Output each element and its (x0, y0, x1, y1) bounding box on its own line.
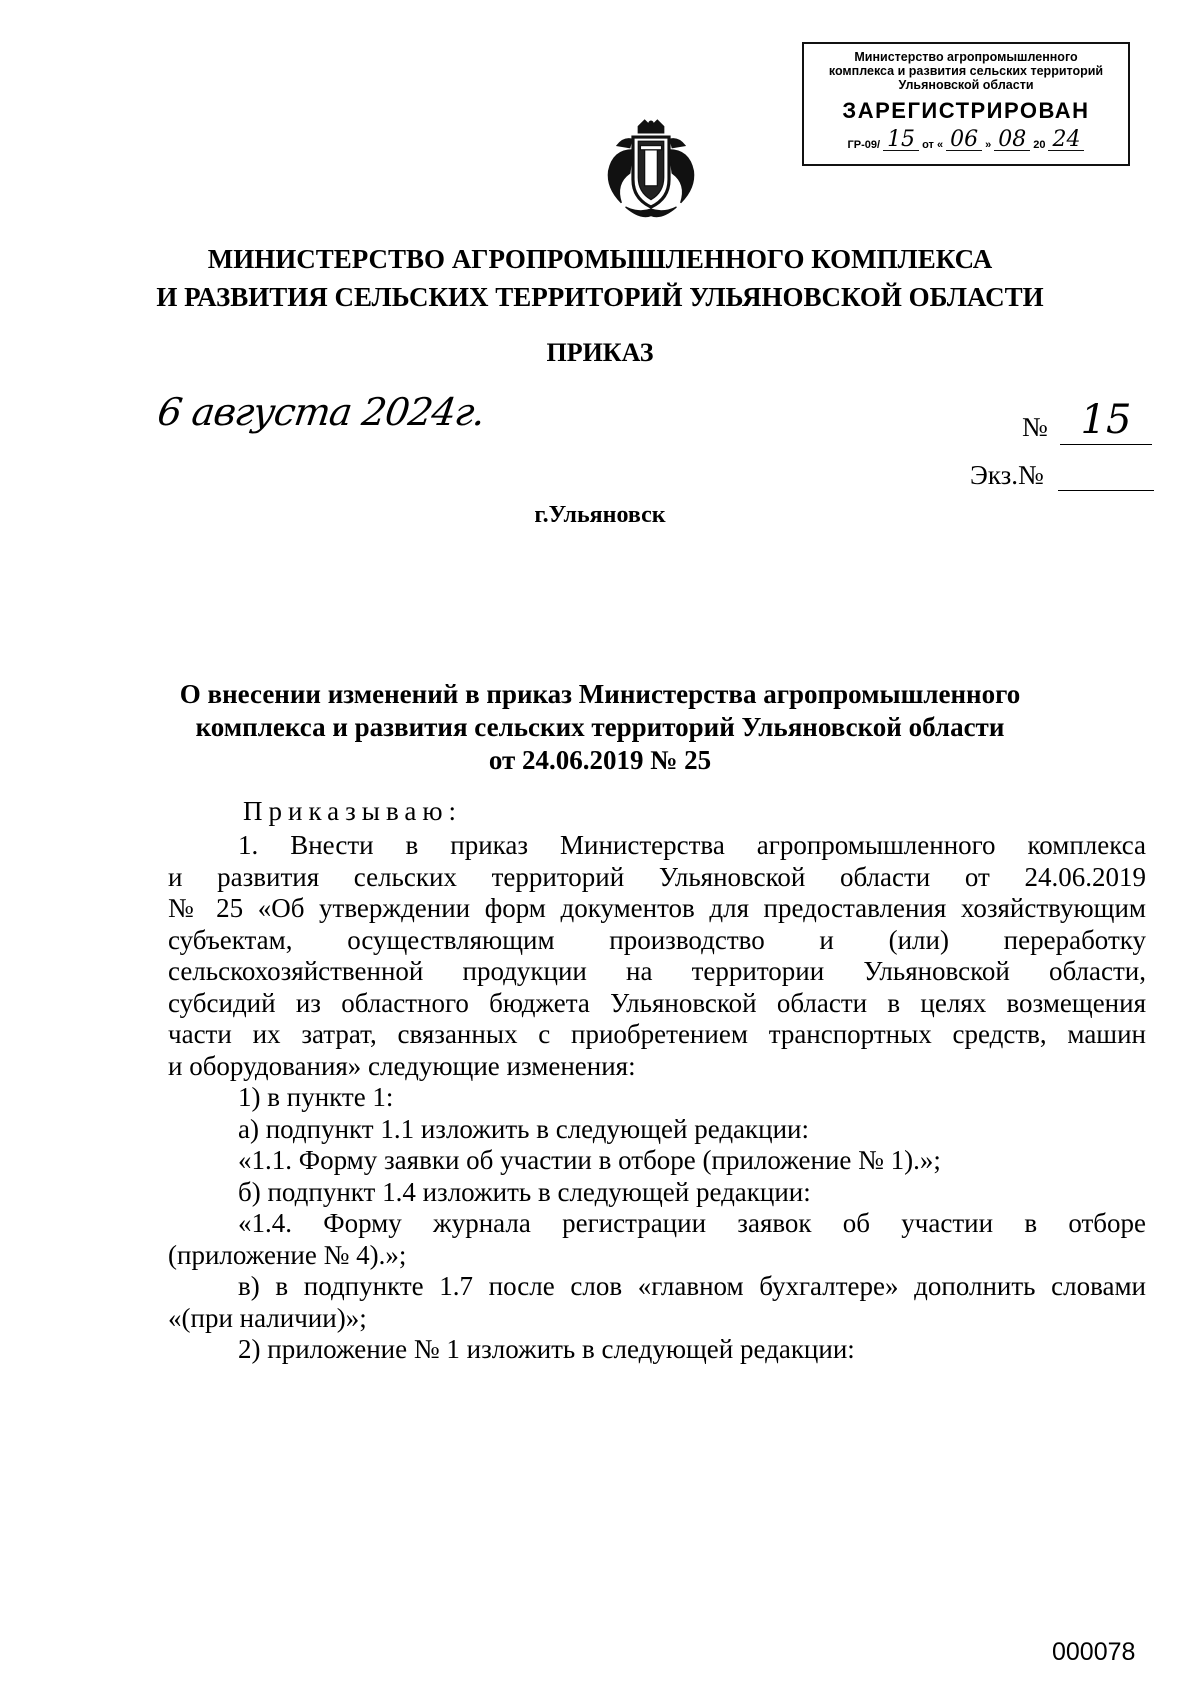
body-line: «1.1. Форму заявки об участии в отборе (приложение № 1).»; (238, 1145, 941, 1175)
registration-stamp (802, 42, 1130, 166)
body-line: и развития сельских территорий Ульяновской области от 24.06.2019 (168, 861, 1146, 892)
stamp-year: 24 (1048, 130, 1084, 151)
stamp-month: 08 (994, 130, 1030, 151)
stamp-registration-row: ГР-09/ 15 от « 06 » 08 20 24 (804, 130, 1128, 151)
copy-number-blank (1058, 490, 1154, 491)
stamp-ministry-line1: Министерство агропромышленного (854, 50, 1078, 64)
subject-line1: О внесении изменений в приказ Министерства агропромышленного (179, 679, 1021, 709)
body-line: а) подпункт 1.1 изложить в следующей редакции: (238, 1113, 810, 1144)
copy-number-label: Экз.№ (970, 460, 1044, 490)
stamp-ministry-line2: комплекса и развития сельских территорий (828, 64, 1104, 78)
body-line: в) в подпункте 1.7 после слов «главном бухгалтере» дополнить словами (238, 1271, 1146, 1301)
body-line: части их затрат, связанных с приобретением транспортных средств, машин (168, 1019, 1146, 1049)
ministry-title-line1: МИНИСТЕРСТВО АГРОПРОМЫШЛЕННОГО КОМПЛЕКСА (207, 244, 993, 274)
body-line: № 25 «Об утверждении форм документов для предоставления хозяйствующим (168, 893, 1146, 923)
stamp-reg-prefix: ГР-09/ (847, 139, 881, 151)
order-subject (160, 678, 1040, 777)
body-line: и оборудования» следующие изменения: (168, 1050, 636, 1081)
city: г.Ульяновск (534, 502, 666, 528)
body-line: б) подпункт 1.4 изложить в следующей редакции: (238, 1176, 811, 1207)
ministry-title (150, 240, 1050, 316)
stamp-day: 06 (946, 130, 982, 151)
order-word: Приказываю: (243, 796, 462, 826)
body-line: субъектам, осуществляющим производство и (или) переработку (168, 924, 1146, 955)
number-label: № (1022, 412, 1048, 442)
coat-of-arms-icon (598, 118, 704, 224)
page-number: 000078 (1052, 1638, 1136, 1666)
body-line: 1. Внести в приказ Министерства агропромышленного комплекса (238, 830, 1146, 860)
subject-line2: комплекса и развития сельских территорий Ульяновской области (195, 712, 1005, 742)
body-line: «(при наличии)»; (168, 1302, 367, 1333)
stamp-from-label: от « (922, 139, 944, 151)
subject-line3: от 24.06.2019 № 25 (488, 745, 712, 775)
body-line: (приложение № 4).»; (168, 1239, 407, 1270)
order-body (168, 830, 1146, 1366)
document-type: ПРИКАЗ (546, 338, 654, 367)
stamp-year-prefix: 20 (1033, 139, 1046, 151)
order-number: 15 (1060, 396, 1152, 445)
stamp-ministry-line3: Ульяновской области (898, 78, 1034, 92)
stamp-status: ЗАРЕГИСТРИРОВАН (842, 98, 1090, 123)
body-line: «1.4. Форму журнала регистрации заявок об участии в отборе (238, 1208, 1146, 1238)
body-line: сельскохозяйственной продукции на территории Ульяновской области, (168, 956, 1146, 986)
body-line: 1) в пункте 1: (238, 1082, 394, 1112)
ministry-title-line2: И РАЗВИТИЯ СЕЛЬСКИХ ТЕРРИТОРИЙ УЛЬЯНОВСКОЙ ОБЛАСТИ (156, 282, 1044, 312)
handwritten-date: 6 августа 2024г. (154, 390, 488, 434)
stamp-reg-number: 15 (883, 130, 919, 151)
body-line: 2) приложение № 1 изложить в следующей редакции: (238, 1334, 855, 1364)
body-line: субсидий из областного бюджета Ульяновской области в целях возмещения (168, 987, 1146, 1018)
